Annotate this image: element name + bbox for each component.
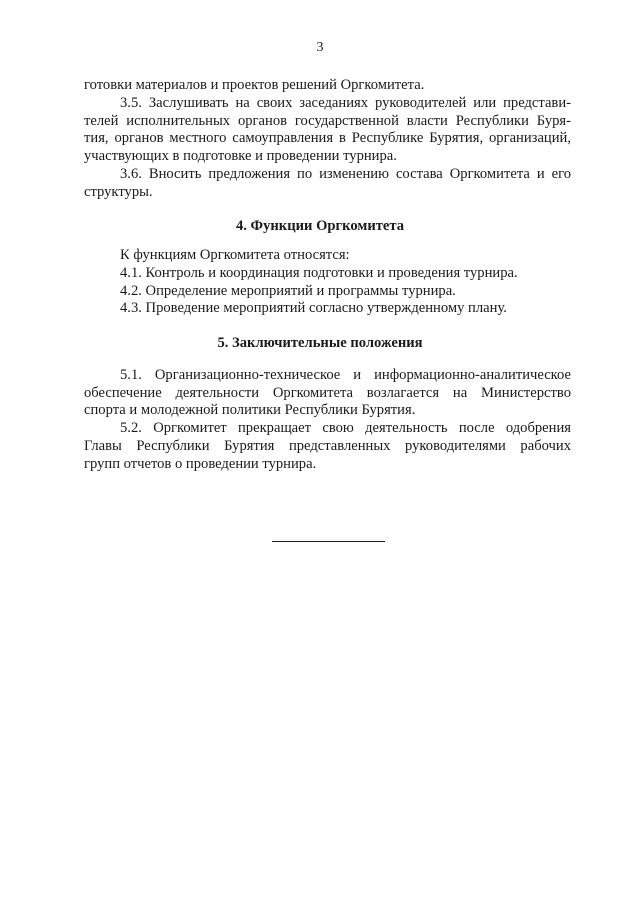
paragraph-3-6-line: структуры. (84, 184, 153, 200)
paragraph-3-5-line: участвующих в подготовке и проведении турнира. (84, 148, 397, 164)
paragraph-5-1-line: обеспечение деятельности Оргкомитета возлагается на Министерство (84, 385, 571, 401)
section-4-intro: К функциям Оргкомитета относятся: (120, 247, 350, 263)
paragraph-3-6-line: 3.6. Вносить предложения по изменению состава Оргкомитета и его (120, 166, 571, 182)
section-4-item: 4.2. Определение мероприятий и программы турнира. (120, 283, 456, 299)
paragraph-5-1-line: спорта и молодежной политики Республики Бурятия. (84, 402, 416, 418)
paragraph-5-2-line: 5.2. Оргкомитет прекращает свою деятельность после одобрения (120, 420, 571, 436)
section-4-heading: 4. Функции Оргкомитета (235, 218, 405, 234)
section-5-heading: 5. Заключительные положения (217, 335, 423, 351)
paragraph-5-1-line: 5.1. Организационно-техническое и информационно-аналитическое (120, 367, 571, 383)
section-4-item: 4.1. Контроль и координация подготовки и проведения турнира. (120, 265, 518, 281)
paragraph-continuation: готовки материалов и проектов решений Оргкомитета. (84, 77, 425, 93)
paragraph-3-5-line: 3.5. Заслушивать на своих заседаниях руководителей или представи- (120, 95, 571, 111)
section-4-item: 4.3. Проведение мероприятий согласно утвержденному плану. (120, 300, 507, 316)
paragraph-3-5-line: телей исполнительных органов государственной власти Республики Буря- (84, 113, 571, 129)
paragraph-3-5-line: тия, органов местного самоуправления в Республике Бурятия, организаций, (84, 130, 571, 146)
page-number: 3 (316, 40, 324, 55)
end-divider-line (272, 541, 385, 542)
paragraph-5-2-line: Главы Республики Бурятия представленных руководителями рабочих (84, 438, 571, 454)
paragraph-5-2-line: групп отчетов о проведении турнира. (84, 456, 317, 472)
